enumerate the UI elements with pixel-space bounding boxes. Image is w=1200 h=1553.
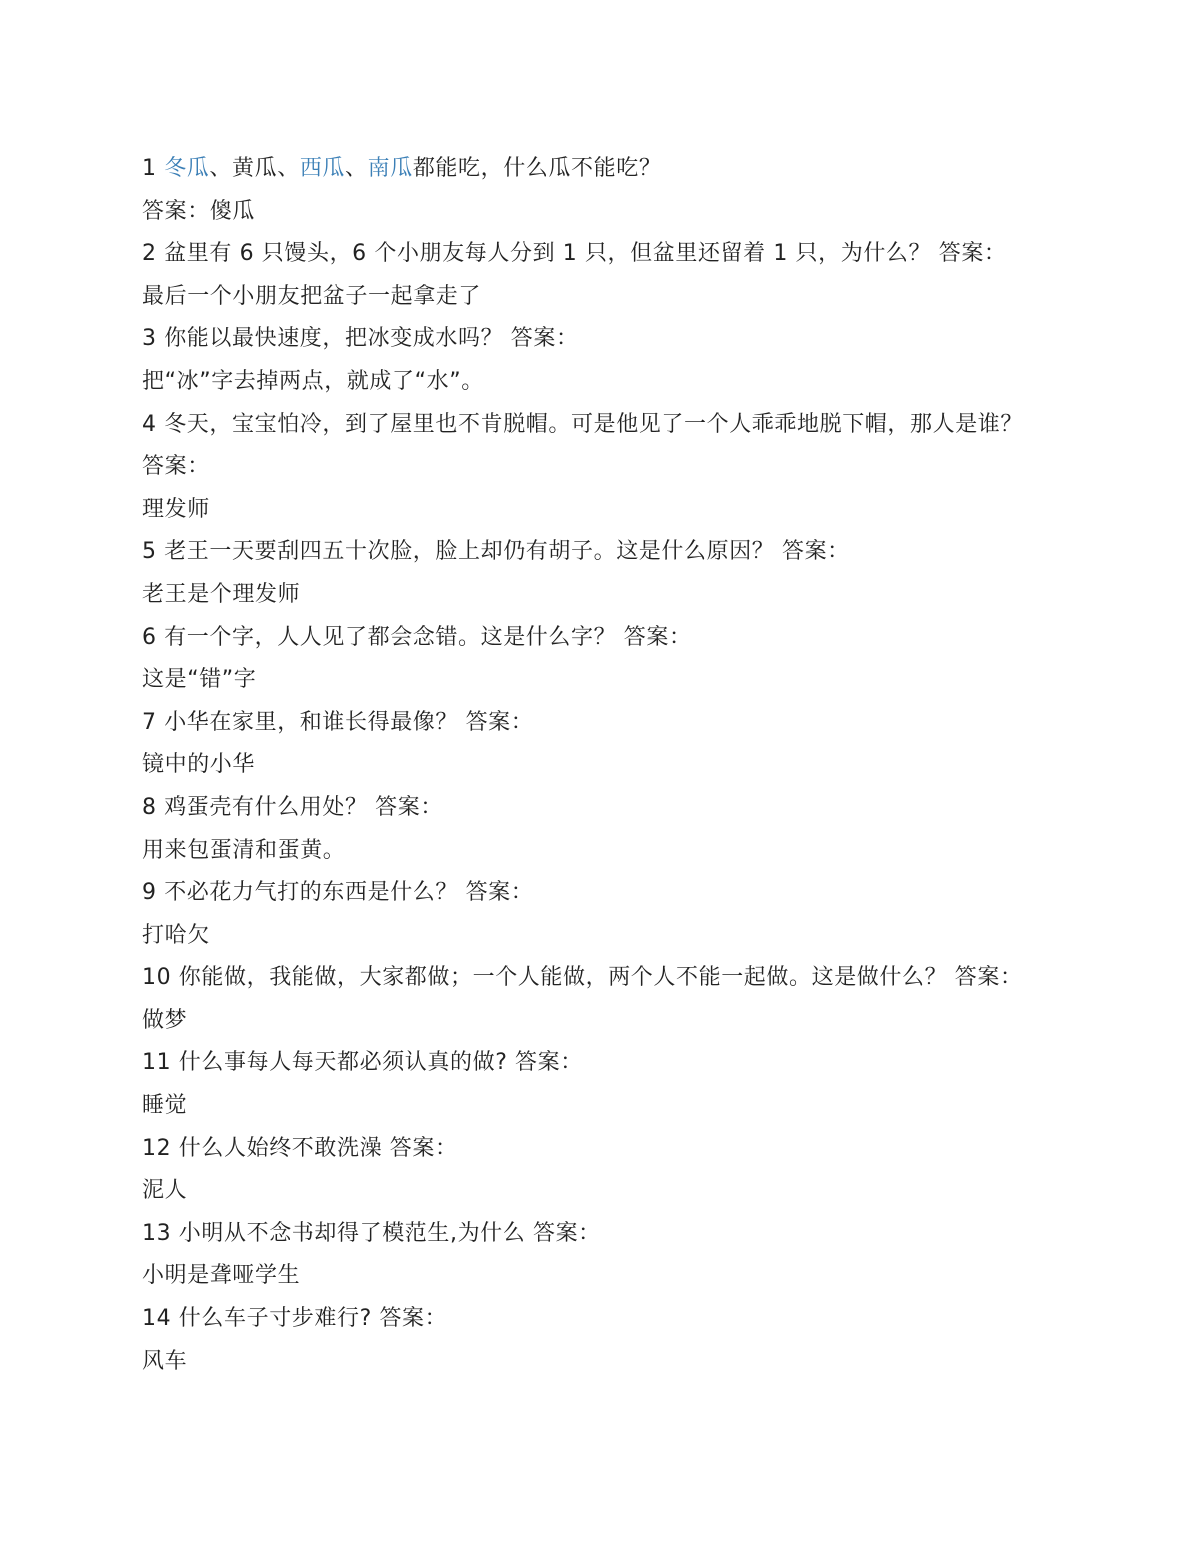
question-line: 9 不必花力气打的东西是什么？ 答案： [142, 880, 534, 906]
question-text: 都能吃，什么瓜不能吃？ [412, 156, 662, 181]
link-pumpkin[interactable]: 南瓜 [367, 156, 413, 181]
answer-line: 镜中的小华 [142, 752, 256, 778]
link-watermelon[interactable]: 西瓜 [299, 156, 346, 181]
answer-line: 理发师 [142, 496, 210, 522]
answer-line: 做梦 [142, 1007, 188, 1033]
question-line: 10 你能做，我能做，大家都做；一个人能做，两个人不能一起做。这是做什么？ 答案： [142, 965, 1023, 991]
question-line: 2 盆里有 6 只馒头，6 个小朋友每人分到 1 只，但盆里还留着 1 只，为什么？ 答案： [142, 241, 1007, 267]
question-line: 8 鸡蛋壳有什么用处？ 答案： [142, 794, 443, 820]
answer-line: 答案：傻瓜 [142, 198, 256, 224]
link-winter-melon[interactable]: 冬瓜 [164, 156, 210, 181]
question-line: 3 你能以最快速度，把冰变成水吗？ 答案： [142, 326, 579, 352]
answer-line: 打哈欠 [142, 922, 210, 948]
answer-line: 睡觉 [142, 1093, 188, 1119]
question-line: 6 有一个字，人人见了都会念错。这是什么字？ 答案： [142, 624, 692, 650]
document-body [142, 148, 1072, 1383]
question-line: 14 什么车子寸步难行? 答案： [142, 1306, 448, 1332]
question-line: 5 老王一天要刮四五十次脸，脸上却仍有胡子。这是什么原因？ 答案： [142, 539, 850, 565]
answer-line: 把“冰”字去掉两点，就成了“水”。 [142, 368, 484, 394]
riddle-1-question [142, 148, 1072, 191]
riddle-number: 1 [142, 156, 165, 181]
answer-line: 小明是聋哑学生 [142, 1263, 301, 1289]
answer-line: 泥人 [142, 1178, 188, 1204]
question-line: 4 冬天，宝宝怕冷，到了屋里也不肯脱帽。可是他见了一个人乖乖地脱下帽，那人是谁？ [142, 411, 1023, 437]
question-line: 7 小华在家里，和谁长得最像？ 答案： [142, 709, 534, 735]
answer-label: 答案： [142, 454, 210, 480]
question-line: 11 什么事每人每天都必须认真的做? 答案： [142, 1050, 583, 1076]
text-separator: 、 [345, 156, 368, 181]
question-line: 13 小明从不念书却得了模范生,为什么 答案： [142, 1220, 601, 1246]
text-separator: 、黄瓜、 [209, 156, 300, 181]
answer-line: 最后一个小朋友把盆子一起拿走了 [142, 283, 482, 309]
answer-line: 用来包蛋清和蛋黄。 [142, 837, 346, 863]
question-line: 12 什么人始终不敢洗澡 答案： [142, 1135, 458, 1161]
answer-line: 风车 [142, 1348, 188, 1374]
answer-line: 老王是个理发师 [142, 581, 301, 607]
answer-line: 这是“错”字 [142, 667, 257, 693]
